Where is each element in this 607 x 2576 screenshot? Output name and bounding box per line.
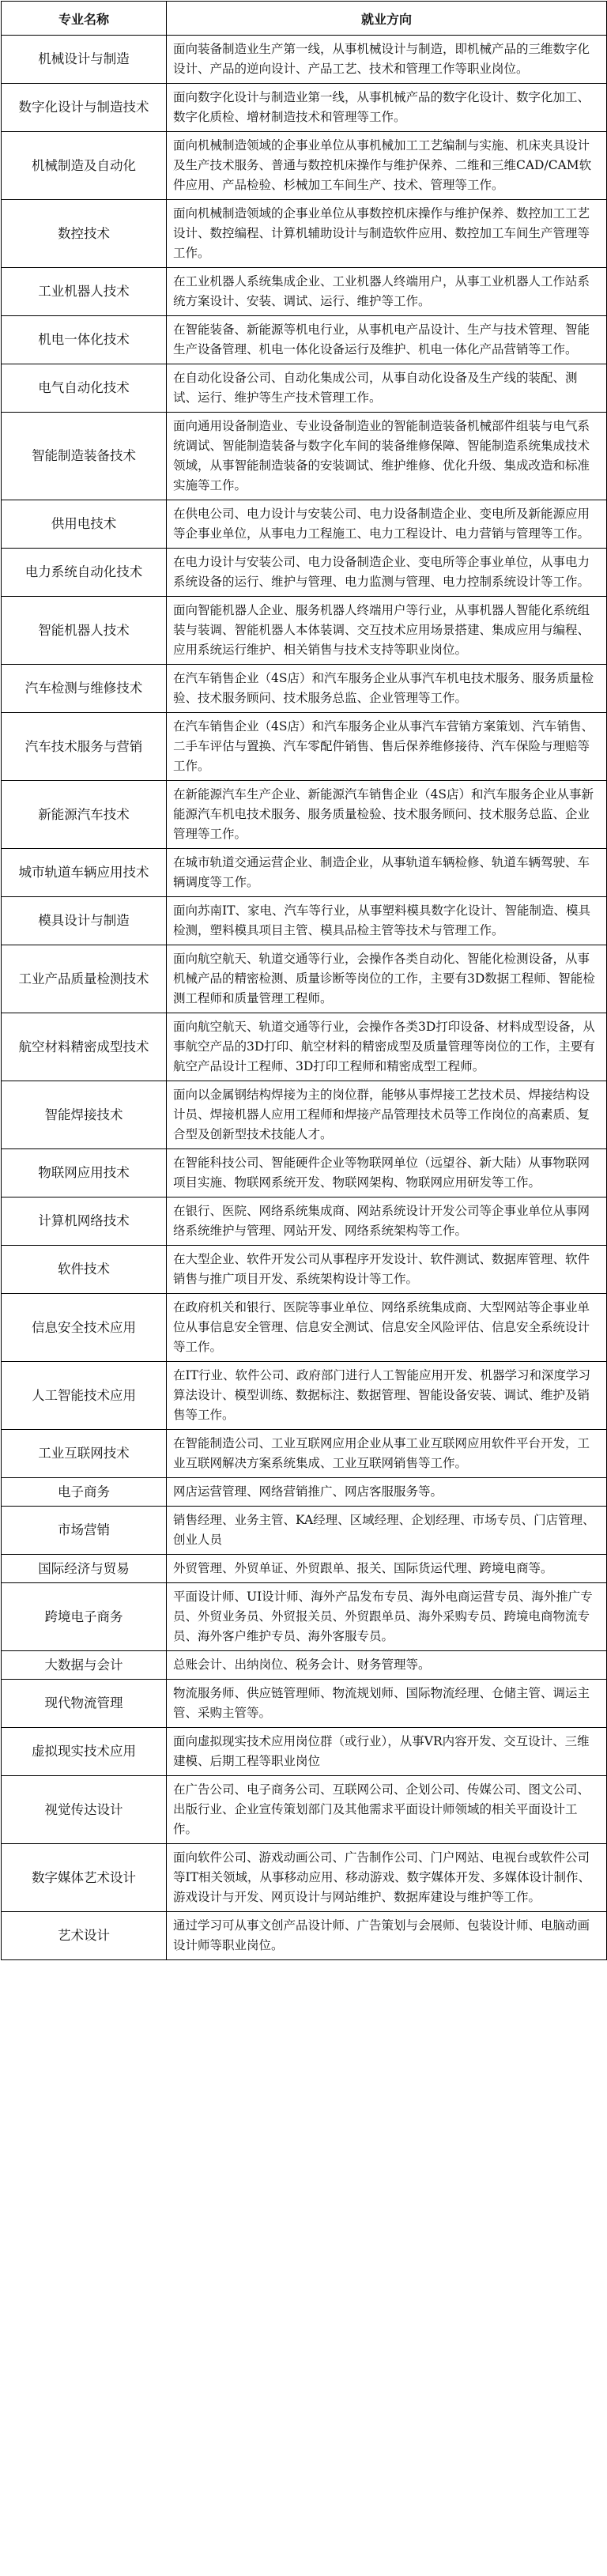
major-name-cell: 城市轨道车辆应用技术	[2, 849, 167, 897]
employment-direction-cell: 面向通用设备制造业、专业设备制造业的智能制造装备机械部件组装与电气系统调试、智能制造装备与数字化车间的装备维修保障、智能制造系统集成技术领域，从事智能制造装备的安装调试、维护维修、优化升级、集成改造和标准实施等工作。	[167, 413, 607, 500]
table-row	[2, 849, 607, 897]
major-employment-table	[1, 1, 607, 1960]
major-name-cell: 视觉传达设计	[2, 1776, 167, 1844]
major-name-cell: 大数据与会计	[2, 1651, 167, 1680]
table-row	[2, 897, 607, 945]
table-row	[2, 316, 607, 364]
major-name-cell: 数字化设计与制造技术	[2, 84, 167, 132]
employment-direction-cell: 在政府机关和银行、医院等事业单位、网络系统集成商、大型网站等企事业单位从事信息安全管理、信息安全测试、信息安全风险评估、信息安全系统设计等工作。	[167, 1294, 607, 1362]
employment-direction-cell: 在广告公司、电子商务公司、互联网公司、企划公司、传媒公司、图文公司、出版行业、企业宣传策划部门及其他需求平面设计师领域的相关平面设计工作。	[167, 1776, 607, 1844]
table-row	[2, 1081, 607, 1149]
employment-direction-cell: 面向苏南IT、家电、汽车等行业，从事塑料模具数字化设计、智能制造、模具检测，塑料模具项目主管、模具品检主管等技术与管理工作。	[167, 897, 607, 945]
employment-direction-cell: 销售经理、业务主管、KA经理、区域经理、企划经理、市场专员、门店管理、创业人员	[167, 1507, 607, 1555]
major-name-cell: 电力系统自动化技术	[2, 549, 167, 597]
major-name-cell: 智能制造装备技术	[2, 413, 167, 500]
major-name-cell: 机电一体化技术	[2, 316, 167, 364]
major-name-cell: 虚拟现实技术应用	[2, 1728, 167, 1776]
table-row	[2, 1430, 607, 1478]
employment-direction-cell: 在IT行业、软件公司、政府部门进行人工智能应用开发、机器学习和深度学习算法设计、模型训练、数据标注、数据管理、智能设备安装、调试、维护及销售等工作。	[167, 1362, 607, 1430]
employment-direction-cell: 在智能科技公司、智能硬件企业等物联网单位（远望谷、新大陆）从事物联网项目实施、物联网系统开发、物联网架构、物联网应用研发等工作。	[167, 1149, 607, 1197]
major-name-cell: 艺术设计	[2, 1912, 167, 1960]
employment-direction-cell: 面向虚拟现实技术应用岗位群（或行业），从事VR内容开发、交互设计、三维建模、后期工程等职业岗位	[167, 1728, 607, 1776]
table-header-row	[2, 2, 607, 36]
major-name-cell: 汽车检测与维修技术	[2, 665, 167, 713]
employment-direction-cell: 网店运营管理、网络营销推广、网店客服服务等。	[167, 1478, 607, 1507]
table-row	[2, 364, 607, 413]
employment-direction-cell: 面向智能机器人企业、服务机器人终端用户等行业，从事机器人智能化系统组装与装调、智能机器人本体装调、交互技术应用场景搭建、集成应用与编程、应用系统运行维护、相关销售与技术支持等职业岗位。	[167, 597, 607, 665]
table-row	[2, 1197, 607, 1246]
major-name-cell: 计算机网络技术	[2, 1197, 167, 1246]
employment-direction-cell: 在工业机器人系统集成企业、工业机器人终端用户，从事工业机器人工作站系统方案设计、安装、调试、运行、维护等工作。	[167, 268, 607, 316]
major-name-cell: 工业产品质量检测技术	[2, 945, 167, 1013]
major-name-cell: 航空材料精密成型技术	[2, 1013, 167, 1081]
major-name-cell: 机械制造及自动化	[2, 132, 167, 200]
employment-direction-cell: 在汽车销售企业（4S店）和汽车服务企业从事汽车机电技术服务、服务质量检验、技术服务顾问、技术服务总监、企业管理等工作。	[167, 665, 607, 713]
employment-direction-cell: 在智能制造公司、工业互联网应用企业从事工业互联网应用软件平台开发，工业互联网解决方案系统集成、工业互联网销售等工作。	[167, 1430, 607, 1478]
table-row	[2, 1507, 607, 1555]
major-name-cell: 数控技术	[2, 200, 167, 268]
employment-direction-cell: 面向软件公司、游戏动画公司、广告制作公司、门户网站、电视台或软件公司等IT相关领域，从事移动应用、移动游戏、数字媒体开发、多媒体设计制作、游戏设计与开发、网页设计与网站维护、数据库建设与维护等工作。	[167, 1844, 607, 1912]
table-row	[2, 549, 607, 597]
table-body	[2, 36, 607, 1960]
table-row	[2, 1362, 607, 1430]
table-row	[2, 132, 607, 200]
major-name-cell: 智能机器人技术	[2, 597, 167, 665]
major-name-cell: 软件技术	[2, 1246, 167, 1294]
employment-direction-cell: 在大型企业、软件开发公司从事程序开发设计、软件测试、数据库管理、软件销售与推广项目开发、系统架构设计等工作。	[167, 1246, 607, 1294]
major-name-cell: 信息安全技术应用	[2, 1294, 167, 1362]
table-row	[2, 1776, 607, 1844]
table-row	[2, 1728, 607, 1776]
employment-direction-cell: 总账会计、出纳岗位、税务会计、财务管理等。	[167, 1651, 607, 1680]
employment-direction-cell: 物流服务师、供应链管理师、物流规划师、国际物流经理、仓储主管、调运主管、采购主管等。	[167, 1680, 607, 1728]
table-row	[2, 1844, 607, 1912]
major-name-cell: 汽车技术服务与营销	[2, 713, 167, 781]
major-name-cell: 供用电技术	[2, 500, 167, 549]
employment-direction-cell: 在城市轨道交通运营企业、制造企业，从事轨道车辆检修、轨道车辆驾驶、车辆调度等工作。	[167, 849, 607, 897]
table-row	[2, 413, 607, 500]
table-row	[2, 500, 607, 549]
table-row	[2, 84, 607, 132]
table-row	[2, 1912, 607, 1960]
employment-direction-cell: 在电力设计与安装公司、电力设备制造企业、变电所等企事业单位，从事电力系统设备的运行、维护与管理、电力监测与管理、电力控制系统设计等工作。	[167, 549, 607, 597]
employment-direction-cell: 在汽车销售企业（4S店）和汽车服务企业从事汽车营销方案策划、汽车销售、二手车评估与置换、汽车零配件销售、售后保养维修接待、汽车保险与理赔等工作。	[167, 713, 607, 781]
employment-direction-cell: 在供电公司、电力设计与安装公司、电力设备制造企业、变电所及新能源应用等企事业单位，从事电力工程施工、电力工程设计、电力营销与管理等工作。	[167, 500, 607, 549]
major-name-cell: 市场营销	[2, 1507, 167, 1555]
major-name-cell: 电子商务	[2, 1478, 167, 1507]
major-name-cell: 模具设计与制造	[2, 897, 167, 945]
employment-direction-cell: 外贸管理、外贸单证、外贸跟单、报关、国际货运代理、跨境电商等。	[167, 1555, 607, 1583]
table-row	[2, 713, 607, 781]
table-row	[2, 1583, 607, 1651]
major-name-cell: 人工智能技术应用	[2, 1362, 167, 1430]
table-row	[2, 1149, 607, 1197]
major-name-cell: 工业机器人技术	[2, 268, 167, 316]
major-name-cell: 现代物流管理	[2, 1680, 167, 1728]
employment-direction-cell: 面向航空航天、轨道交通等行业，会操作各类自动化、智能化检测设备，从事机械产品的精密检测、质量诊断等岗位的工作，主要有3D数据工程师、智能检测工程师和质量管理工程师。	[167, 945, 607, 1013]
major-name-cell: 工业互联网技术	[2, 1430, 167, 1478]
table-row	[2, 945, 607, 1013]
employment-direction-cell: 面向以金属钢结构焊接为主的岗位群，能够从事焊接工艺技术员、焊接结构设计员、焊接机器人应用工程师和焊接产品管理技术员等工作岗位的高素质、复合型及创新型技术技能人才。	[167, 1081, 607, 1149]
table-row	[2, 1013, 607, 1081]
table-row	[2, 1555, 607, 1583]
header-major-name: 专业名称	[2, 2, 167, 36]
employment-direction-cell: 平面设计师、UI设计师、海外产品发布专员、海外电商运营专员、海外推广专员、外贸业务员、外贸报关员、外贸跟单员、海外采购专员、跨境电商物流专员、海外客户维护专员、海外客服专员。	[167, 1583, 607, 1651]
table-row	[2, 1246, 607, 1294]
employment-direction-cell: 面向机械制造领域的企事业单位从事机械加工工艺编制与实施、机床夹具设计及生产技术服务、普通与数控机床操作与维护保养、二维和三维CAD/CAM软件应用、产品检验、杉械加工车间生产、技术、管理等工作。	[167, 132, 607, 200]
employment-direction-cell: 在新能源汽车生产企业、新能源汽车销售企业（4S店）和汽车服务企业从事新能源汽车机电技术服务、服务质量检验、技术服务顾问、技术服务总监、企业管理等工作。	[167, 781, 607, 849]
major-name-cell: 国际经济与贸易	[2, 1555, 167, 1583]
employment-direction-cell: 在银行、医院、网络系统集成商、网站系统设计开发公司等企事业单位从事网络系统维护与管理、网站开发、网络系统架构等工作。	[167, 1197, 607, 1246]
table-row	[2, 268, 607, 316]
employment-direction-cell: 面向数字化设计与制造业第一线，从事机械产品的数字化设计、数字化加工、数字化质检、增材制造技术和管理等工作。	[167, 84, 607, 132]
major-name-cell: 电气自动化技术	[2, 364, 167, 413]
employment-direction-cell: 面向航空航天、轨道交通等行业，会操作各类3D打印设备、材料成型设备，从事航空产品的3D打印、航空材料的精密成型及质量管理等岗位的工作，主要有航空产品设计工程师、3D打印工程师和精密成型工程师。	[167, 1013, 607, 1081]
major-name-cell: 跨境电子商务	[2, 1583, 167, 1651]
major-name-cell: 物联网应用技术	[2, 1149, 167, 1197]
major-name-cell: 数字媒体艺术设计	[2, 1844, 167, 1912]
employment-direction-cell: 在自动化设备公司、自动化集成公司，从事自动化设备及生产线的装配、测试、运行、维护等生产技术管理工作。	[167, 364, 607, 413]
employment-direction-cell: 面向装备制造业生产第一线，从事机械设计与制造，即机械产品的三维数字化设计、产品的逆向设计、产品工艺、技术和管理工作等职业岗位。	[167, 36, 607, 84]
table-row	[2, 781, 607, 849]
major-name-cell: 智能焊接技术	[2, 1081, 167, 1149]
table-row	[2, 1478, 607, 1507]
table-row	[2, 597, 607, 665]
employment-direction-cell: 通过学习可从事文创产品设计师、广告策划与会展师、包装设计师、电脑动画设计师等职业岗位。	[167, 1912, 607, 1960]
table-row	[2, 1680, 607, 1728]
major-name-cell: 新能源汽车技术	[2, 781, 167, 849]
major-name-cell: 机械设计与制造	[2, 36, 167, 84]
employment-direction-cell: 在智能装备、新能源等机电行业，从事机电产品设计、生产与技术管理、智能生产设备管理、机电一体化设备运行及维护、机电一体化产品营销等工作。	[167, 316, 607, 364]
header-employment-direction: 就业方向	[167, 2, 607, 36]
table-row	[2, 1294, 607, 1362]
table-row	[2, 1651, 607, 1680]
table-row	[2, 200, 607, 268]
table-row	[2, 36, 607, 84]
table-row	[2, 665, 607, 713]
employment-direction-cell: 面向机械制造领域的企事业单位从事数控机床操作与维护保养、数控加工工艺设计、数控编程、计算机辅助设计与制造软件应用、数控加工车间生产管理等工作。	[167, 200, 607, 268]
